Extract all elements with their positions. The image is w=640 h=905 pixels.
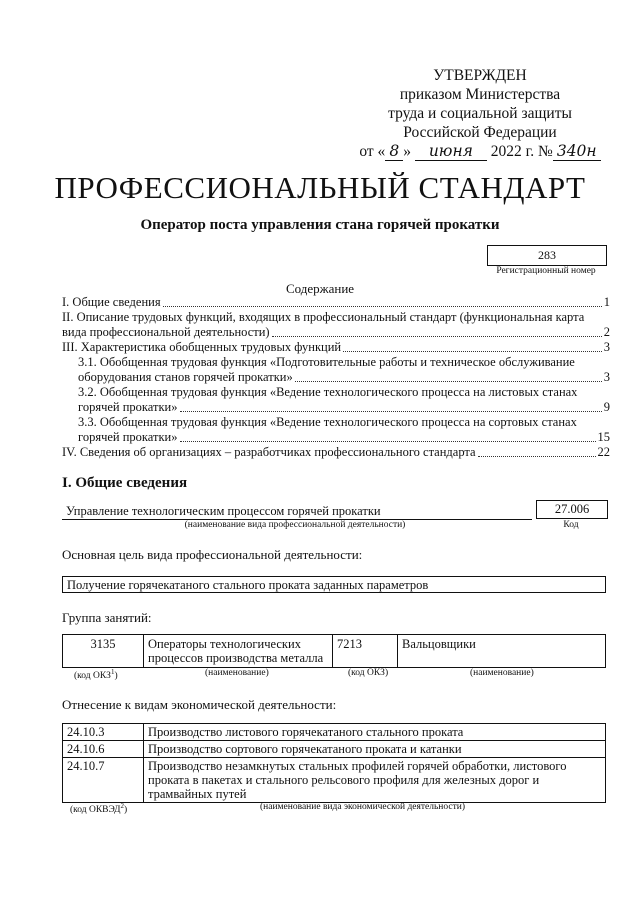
toc-item-text: 3.3. Обобщенная трудовая функция «Ведение технологического процесса на сортовых станах xyxy=(78,415,577,429)
toc-item-page: 2 xyxy=(603,325,610,339)
toc-item-text: 3.1. Обобщенная трудовая функция «Подготовительные работы и техническое обслуживание xyxy=(78,355,575,369)
table-row xyxy=(63,741,606,758)
toc-item-text-cont: горячей прокатки» xyxy=(78,430,178,444)
toc-item-text-cont: вида профессиональной деятельности) xyxy=(62,325,270,339)
handwritten-number: 340н xyxy=(553,142,601,161)
toc-item-text-cont: оборудования станов горячей прокатки» xyxy=(78,370,293,384)
approval-line-1: приказом Министерства xyxy=(399,86,561,103)
occ-code-cell: 7213 xyxy=(333,635,398,668)
toc-item-page: 9 xyxy=(603,400,610,414)
caption-text: (код ОКВЭД xyxy=(70,805,121,816)
occ-caption-code-2: (код ОКЗ) xyxy=(348,668,389,678)
econ-name-cell: Производство листового горячекатаного стального проката xyxy=(144,724,606,741)
toc-item[interactable] xyxy=(62,385,610,415)
toc-item-page: 15 xyxy=(597,430,610,444)
activity-code-caption: Код xyxy=(563,520,579,530)
occ-caption-code xyxy=(74,668,118,681)
date-mid: » xyxy=(403,143,411,160)
toc-item-page: 3 xyxy=(603,340,610,354)
caption-text: ) xyxy=(114,671,118,682)
occ-code-cell: 3135 xyxy=(63,635,144,668)
econ-label: Отнесение к видам экономической деятельности: xyxy=(62,697,337,712)
activity-kind: Управление технологическим процессом горячей прокатки xyxy=(62,504,532,520)
handwritten-day: 8 xyxy=(385,142,403,161)
toc-item-text: 3.2. Обобщенная трудовая функция «Ведение технологического процесса на листовых станах xyxy=(78,385,578,399)
econ-caption-code xyxy=(70,802,127,815)
group-label: Группа занятий: xyxy=(62,610,152,625)
activity-kind-caption: (наименование вида профессиональной деятельности) xyxy=(184,520,406,530)
approval-line-3: Российской Федерации xyxy=(403,124,557,141)
occupations-table xyxy=(62,634,606,668)
goal-label: Основная цель вида профессиональной деятельности: xyxy=(62,547,363,562)
caption-text: ) xyxy=(123,805,128,816)
toc-item-page: 1 xyxy=(603,295,610,309)
date-prefix: от « xyxy=(359,143,386,160)
econ-name-cell: Производство незамкнутых стальных профилей горячей обработки, листового проката в пакетах и стального рельсового профиля для железных дорог и трамвайных путей xyxy=(144,758,606,803)
table-row xyxy=(63,758,606,803)
toc-item-text: I. Общие сведения xyxy=(62,295,161,309)
section-heading: I. Общие сведения xyxy=(62,475,188,491)
toc-item-text: II. Описание трудовых функций, входящих в профессиональный стандарт (функциональная карта xyxy=(62,310,585,324)
toc-item[interactable] xyxy=(62,445,610,460)
toc-item-text: IV. Сведения об организациях – разработчиках профессионального стандарта xyxy=(62,445,476,459)
approval-title: УТВЕРЖДЕН xyxy=(433,67,527,84)
table-of-contents xyxy=(62,295,610,460)
toc-item-text: III. Характеристика обобщенных трудовых функций xyxy=(62,340,342,354)
approval-line-2: труда и социальной защиты xyxy=(388,105,572,122)
date-year: 2022 г. № xyxy=(490,143,553,160)
table-row xyxy=(63,724,606,741)
footnote-mark: 1 xyxy=(110,668,115,676)
econ-code-cell: 24.10.6 xyxy=(63,741,144,758)
caption-text: (код ОКЗ xyxy=(74,671,111,682)
toc-item-page: 3 xyxy=(603,370,610,384)
occ-caption-name-2: (наименование) xyxy=(470,668,534,678)
document-subtitle: Оператор поста управления стана горячей прокатки xyxy=(140,217,500,233)
econ-code-cell: 24.10.7 xyxy=(63,758,144,803)
approval-block xyxy=(330,66,630,161)
occ-name-cell: Вальцовщики xyxy=(398,635,606,668)
toc-item-page: 22 xyxy=(597,445,610,459)
toc-item[interactable] xyxy=(62,415,610,445)
toc-item[interactable] xyxy=(62,295,610,310)
document-title: ПРОФЕССИОНАЛЬНЫЙ СТАНДАРТ xyxy=(54,170,586,205)
econ-caption-name: (наименование вида экономической деятельности) xyxy=(260,802,465,812)
occ-caption-name: (наименование) xyxy=(205,668,269,678)
toc-item[interactable] xyxy=(62,310,610,340)
toc-item-text-cont: горячей прокатки» xyxy=(78,400,178,414)
econ-name-cell: Производство сортового горячекатаного проката и катанки xyxy=(144,741,606,758)
econ-activities-table xyxy=(62,723,606,803)
registration-label: Регистрационный номер xyxy=(496,266,596,276)
toc-item[interactable] xyxy=(62,355,610,385)
registration-number: 283 xyxy=(487,245,607,266)
occ-name-cell: Операторы технологических процессов производства металла xyxy=(144,635,333,668)
goal-value: Получение горячекатаного стального проката заданных параметров xyxy=(62,576,606,593)
econ-code-cell: 24.10.3 xyxy=(63,724,144,741)
toc-item[interactable] xyxy=(62,340,610,355)
approval-date-line xyxy=(330,142,630,161)
toc-heading: Содержание xyxy=(285,281,355,296)
activity-code: 27.006 xyxy=(536,500,608,519)
footnote-mark: 2 xyxy=(120,802,124,810)
handwritten-month: июня xyxy=(415,142,487,161)
table-row xyxy=(63,635,606,668)
